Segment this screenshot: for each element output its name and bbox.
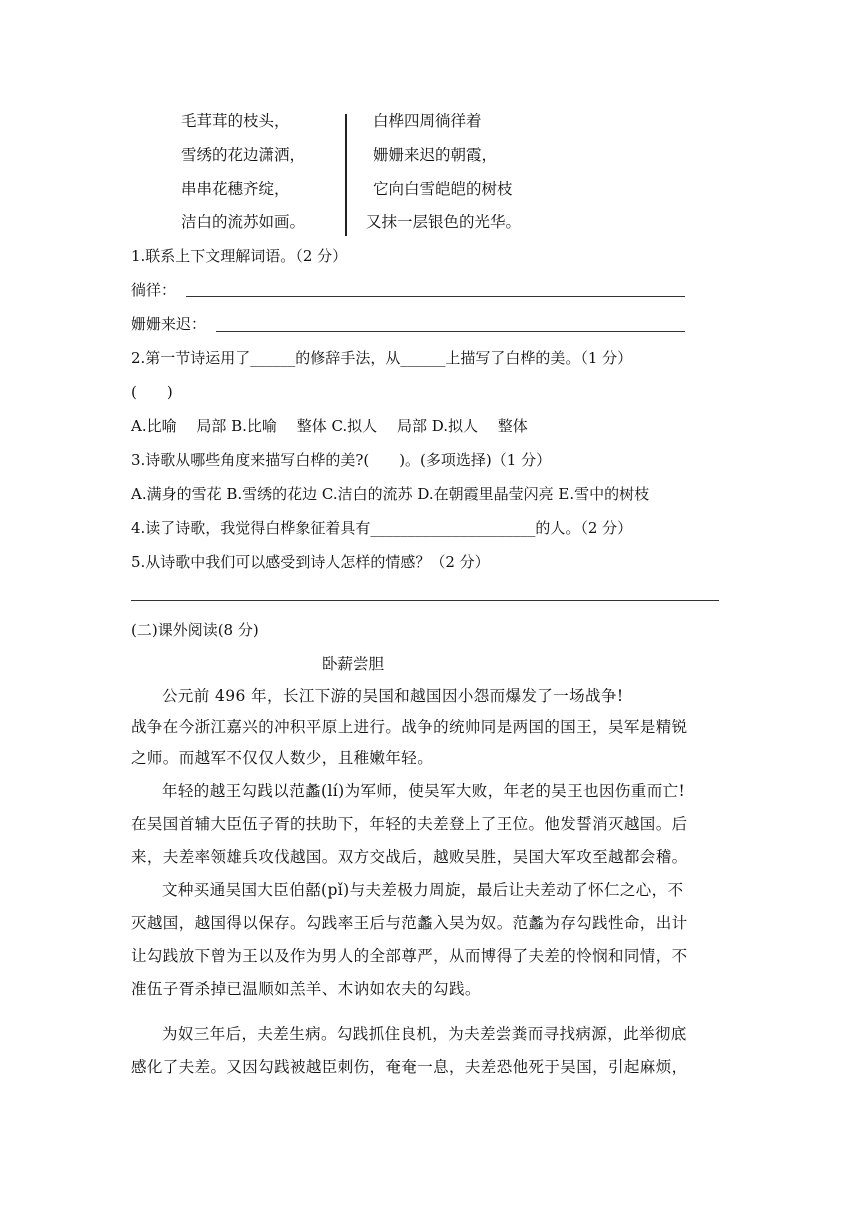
question-1-word-1-label: 徜徉： <box>131 281 177 299</box>
question-2: 2.第一节诗运用了______的修辞手法，从______上描写了白桦的美。（1 分） <box>131 349 633 367</box>
section-heading: (二)课外阅读(8 分) <box>131 621 259 639</box>
question-2-options: A.比喻 局部 B.比喻 整体 C.拟人 局部 D.拟人 整体 <box>131 417 528 435</box>
question-5-answer-line[interactable] <box>131 600 719 601</box>
passage-line: 年轻的越王勾践以范蠡(lí)为军师，使吴军大败，年老的吴王也因伤重而亡! <box>162 782 686 800</box>
poem-right-line-2: 姗姗来迟的朝霞， <box>373 146 498 164</box>
passage-line: 感化了夫差。又因勾践被越臣刺伤，奄奄一息，夫差恐他死于吴国，引起麻烦， <box>131 1058 688 1076</box>
passage-line: 文种买通吴国大臣伯嚭(pǐ)与夫差极力周旋，最后让夫差动了怀仁之心，不 <box>162 881 684 899</box>
passage-line: 灭越国，越国得以保存。勾践率王后与范蠡入吴为奴。范蠡为存勾践性命，出计 <box>131 914 688 932</box>
poem-left-line-2: 雪绣的花边潇洒， <box>181 146 306 164</box>
poem-right-line-4: 又抹一层银色的光华。 <box>366 213 522 231</box>
question-1-word-2-label: 姗姗来迟： <box>131 315 207 333</box>
passage-line: 准伍子胥杀掉已温顺如羔羊、木讷如农夫的勾践。 <box>131 980 481 998</box>
question-1-word-1-answer-line[interactable] <box>186 296 685 297</box>
passage-line: 之师。而越军不仅仅人数少，且稚嫩年轻。 <box>131 749 434 767</box>
question-2-answer-paren[interactable]: ( ) <box>131 383 173 401</box>
question-4: 4.读了诗歌，我觉得白桦象征着具有______________________的人。（2 分） <box>131 519 633 537</box>
question-3-options: A.满身的雪花 B.雪绣的花边 C.洁白的流苏 D.在朝霞里晶莹闪亮 E.雪中的树枝 <box>131 485 650 503</box>
question-5: 5.从诗歌中我们可以感受到诗人怎样的情感？（2 分） <box>131 553 490 571</box>
poem-left-line-3: 串串花穗齐绽， <box>181 180 290 198</box>
passage-line: 公元前 496 年，长江下游的吴国和越国因小怨而爆发了一场战争! <box>162 687 624 705</box>
passage-line: 在吴国首辅大臣伍子胥的扶助下，年轻的夫差登上了王位。他发誓消灭越国。后 <box>131 815 688 833</box>
poem-right-line-3: 它向白雪皑皑的树枝 <box>373 180 513 198</box>
passage-line: 让勾践放下曾为王以及作为男人的全部尊严，从而博得了夫差的怜悯和同情，不 <box>131 947 688 965</box>
passage-line: 为奴三年后，夫差生病。勾践抓住良机，为夫差尝粪而寻找病源，此举彻底 <box>162 1025 687 1043</box>
question-3: 3.诗歌从哪些角度来描写白桦的美?( )。(多项选择)（1 分） <box>131 451 552 469</box>
poem-left-line-1: 毛茸茸的枝头， <box>181 112 290 130</box>
poem-right-line-1: 白桦四周徜徉着 <box>373 112 482 130</box>
passage-line: 来，夫差率领雄兵攻伐越国。双方交战后，越败吴胜，吴国大军攻至越都会稽。 <box>131 848 688 866</box>
poem-divider <box>345 114 347 236</box>
passage-title: 卧薪尝胆 <box>322 655 385 673</box>
question-1-word-2-answer-line[interactable] <box>216 331 685 332</box>
poem-left-line-4: 洁白的流苏如画。 <box>181 213 306 231</box>
question-1: 1.联系上下文理解词语。（2 分） <box>131 247 348 265</box>
passage-line: 战争在今浙江嘉兴的冲积平原上进行。战争的统帅同是两国的国王，吴军是精锐 <box>131 718 688 736</box>
